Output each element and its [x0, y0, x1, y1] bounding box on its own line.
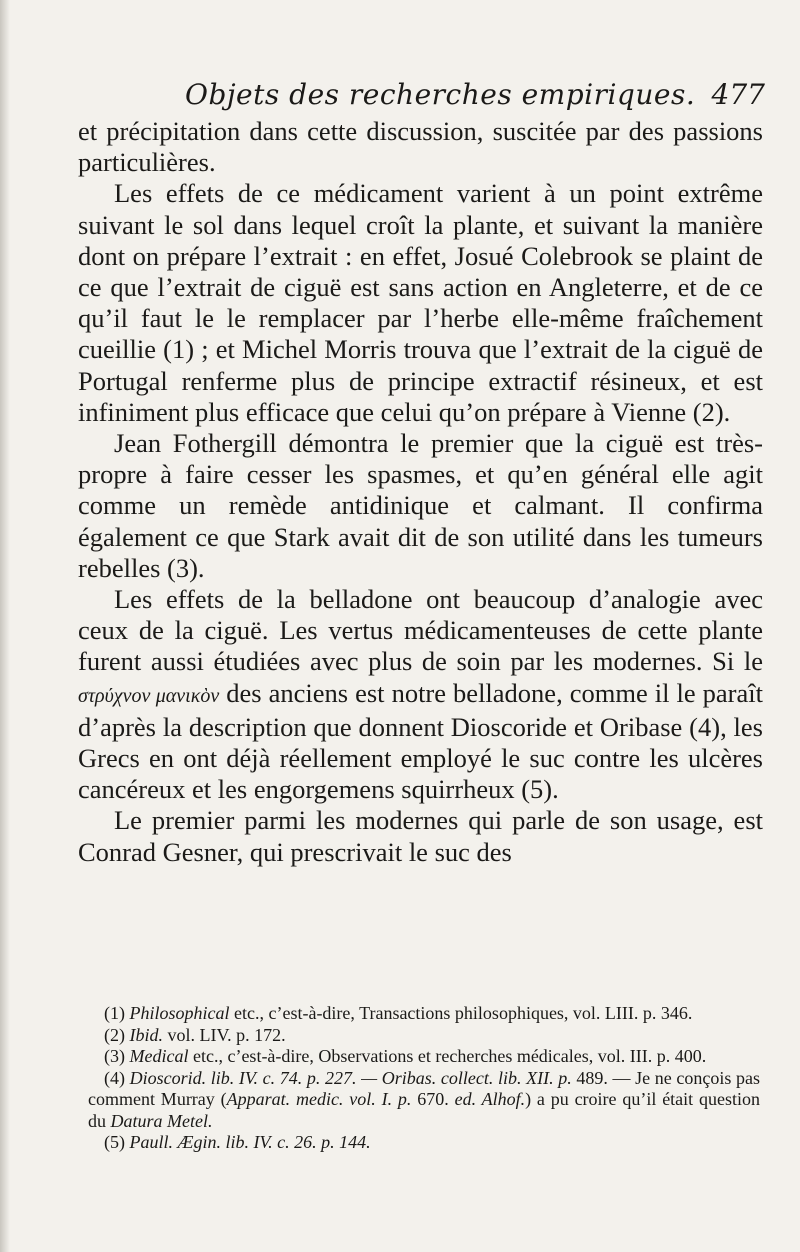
footnote-4-text-1: 489. — Je ne conçois pas comment Murray ( [88, 1067, 760, 1109]
main-text [78, 116, 763, 868]
footnote-3-italic: Medical [129, 1046, 189, 1066]
page-edge-shadow [0, 0, 10, 1252]
paragraph-3: Jean Fothergill démontra le premier que la ciguë est très-propre à faire cesser les spasmes, et qu’en général elle agit comme un remède antidinique et calmant. Il confirma également ce que Stark avait dit de son utilité dans les tumeurs rebelles (3). [78, 428, 763, 583]
footnote-4-number: (4) [104, 1067, 130, 1088]
footnote-1-text: etc., c’est-à-dire, Transactions philosophiques, vol. LIII. p. 346. [229, 1003, 693, 1023]
footnote-1 [88, 1003, 760, 1025]
footnote-4-text-3: ) a pu croire qu’il était question du [88, 1089, 760, 1131]
footnote-2 [88, 1025, 760, 1047]
footnote-4 [88, 1068, 760, 1133]
footnote-5-number: (5) [104, 1132, 130, 1152]
footnote-3 [88, 1046, 760, 1068]
running-header [185, 78, 765, 112]
greek-term: στρύχνον μανικὸν [78, 684, 220, 707]
footnote-1-number: (1) [104, 1003, 130, 1023]
footnotes [88, 1003, 760, 1154]
footnote-5 [88, 1132, 760, 1154]
footnote-4-italic-3: ed. Alhof. [454, 1089, 526, 1109]
footnote-4-italic-4: Datura Metel. [110, 1110, 213, 1131]
footnote-2-italic: Ibid. [129, 1024, 163, 1045]
paragraph-4-text-b: des anciens est notre belladone, comme il le paraît d’après la description que donnent Dioscoride et Oribase (4), les Grecs en ont déjà réellement employé le suc contre les ulcères cancéreux et les engorgemens squirrheux (5). [78, 677, 763, 805]
paragraph-2: Les effets de ce médicament varient à un point extrême suivant le sol dans lequel croît la plante, et suivant la manière dont on prépare l’extrait : en effet, Josué Colebrook se plaint de ce que l’extrait de ciguë est sans action en Angleterre, et de ce qu’il faut le le remplacer par l’herbe elle-même fraîchement cueillie (1) ; et Michel Morris trouva que l’extrait de la ciguë de Portugal renferme plus de principe extractif résineux, et est infiniment plus efficace que celui qu’on prépare à Vienne (2). [78, 178, 763, 427]
paragraph-4-text-a: Les effets de la belladone ont beaucoup d’analogie avec ceux de la ciguë. Les vertus médicamenteuses de cette plante furent aussi étudiées avec plus de soin par les modernes. Si le [78, 584, 763, 677]
page-number: 477 [711, 78, 765, 111]
footnote-4-text-2: 670. [411, 1089, 455, 1109]
footnote-4-italic-2: Apparat. medic. vol. I. p. [226, 1089, 412, 1109]
running-title: Objets des recherches empiriques. [185, 78, 696, 111]
footnote-4-italic-1: Dioscorid. lib. IV. c. 74. p. 227. — Oribas. collect. lib. XII. p. [129, 1067, 572, 1088]
footnote-3-number: (3) [104, 1046, 130, 1066]
footnote-2-text: vol. LIV. p. 172. [163, 1024, 286, 1045]
footnote-5-italic: Paull. Ægin. lib. IV. c. 26. p. 144. [129, 1132, 371, 1152]
paragraph-5: Le premier parmi les modernes qui parle de son usage, est Conrad Gesner, qui prescrivait le suc des [78, 805, 763, 867]
footnote-3-text: etc., c’est-à-dire, Observations et recherches médicales, vol. III. p. 400. [188, 1046, 707, 1066]
footnote-1-italic: Philosophical [129, 1003, 230, 1023]
paragraph-1: et précipitation dans cette discussion, suscitée par des passions particulières. [78, 116, 763, 178]
paragraph-4 [78, 584, 763, 805]
footnote-2-number: (2) [104, 1024, 130, 1045]
